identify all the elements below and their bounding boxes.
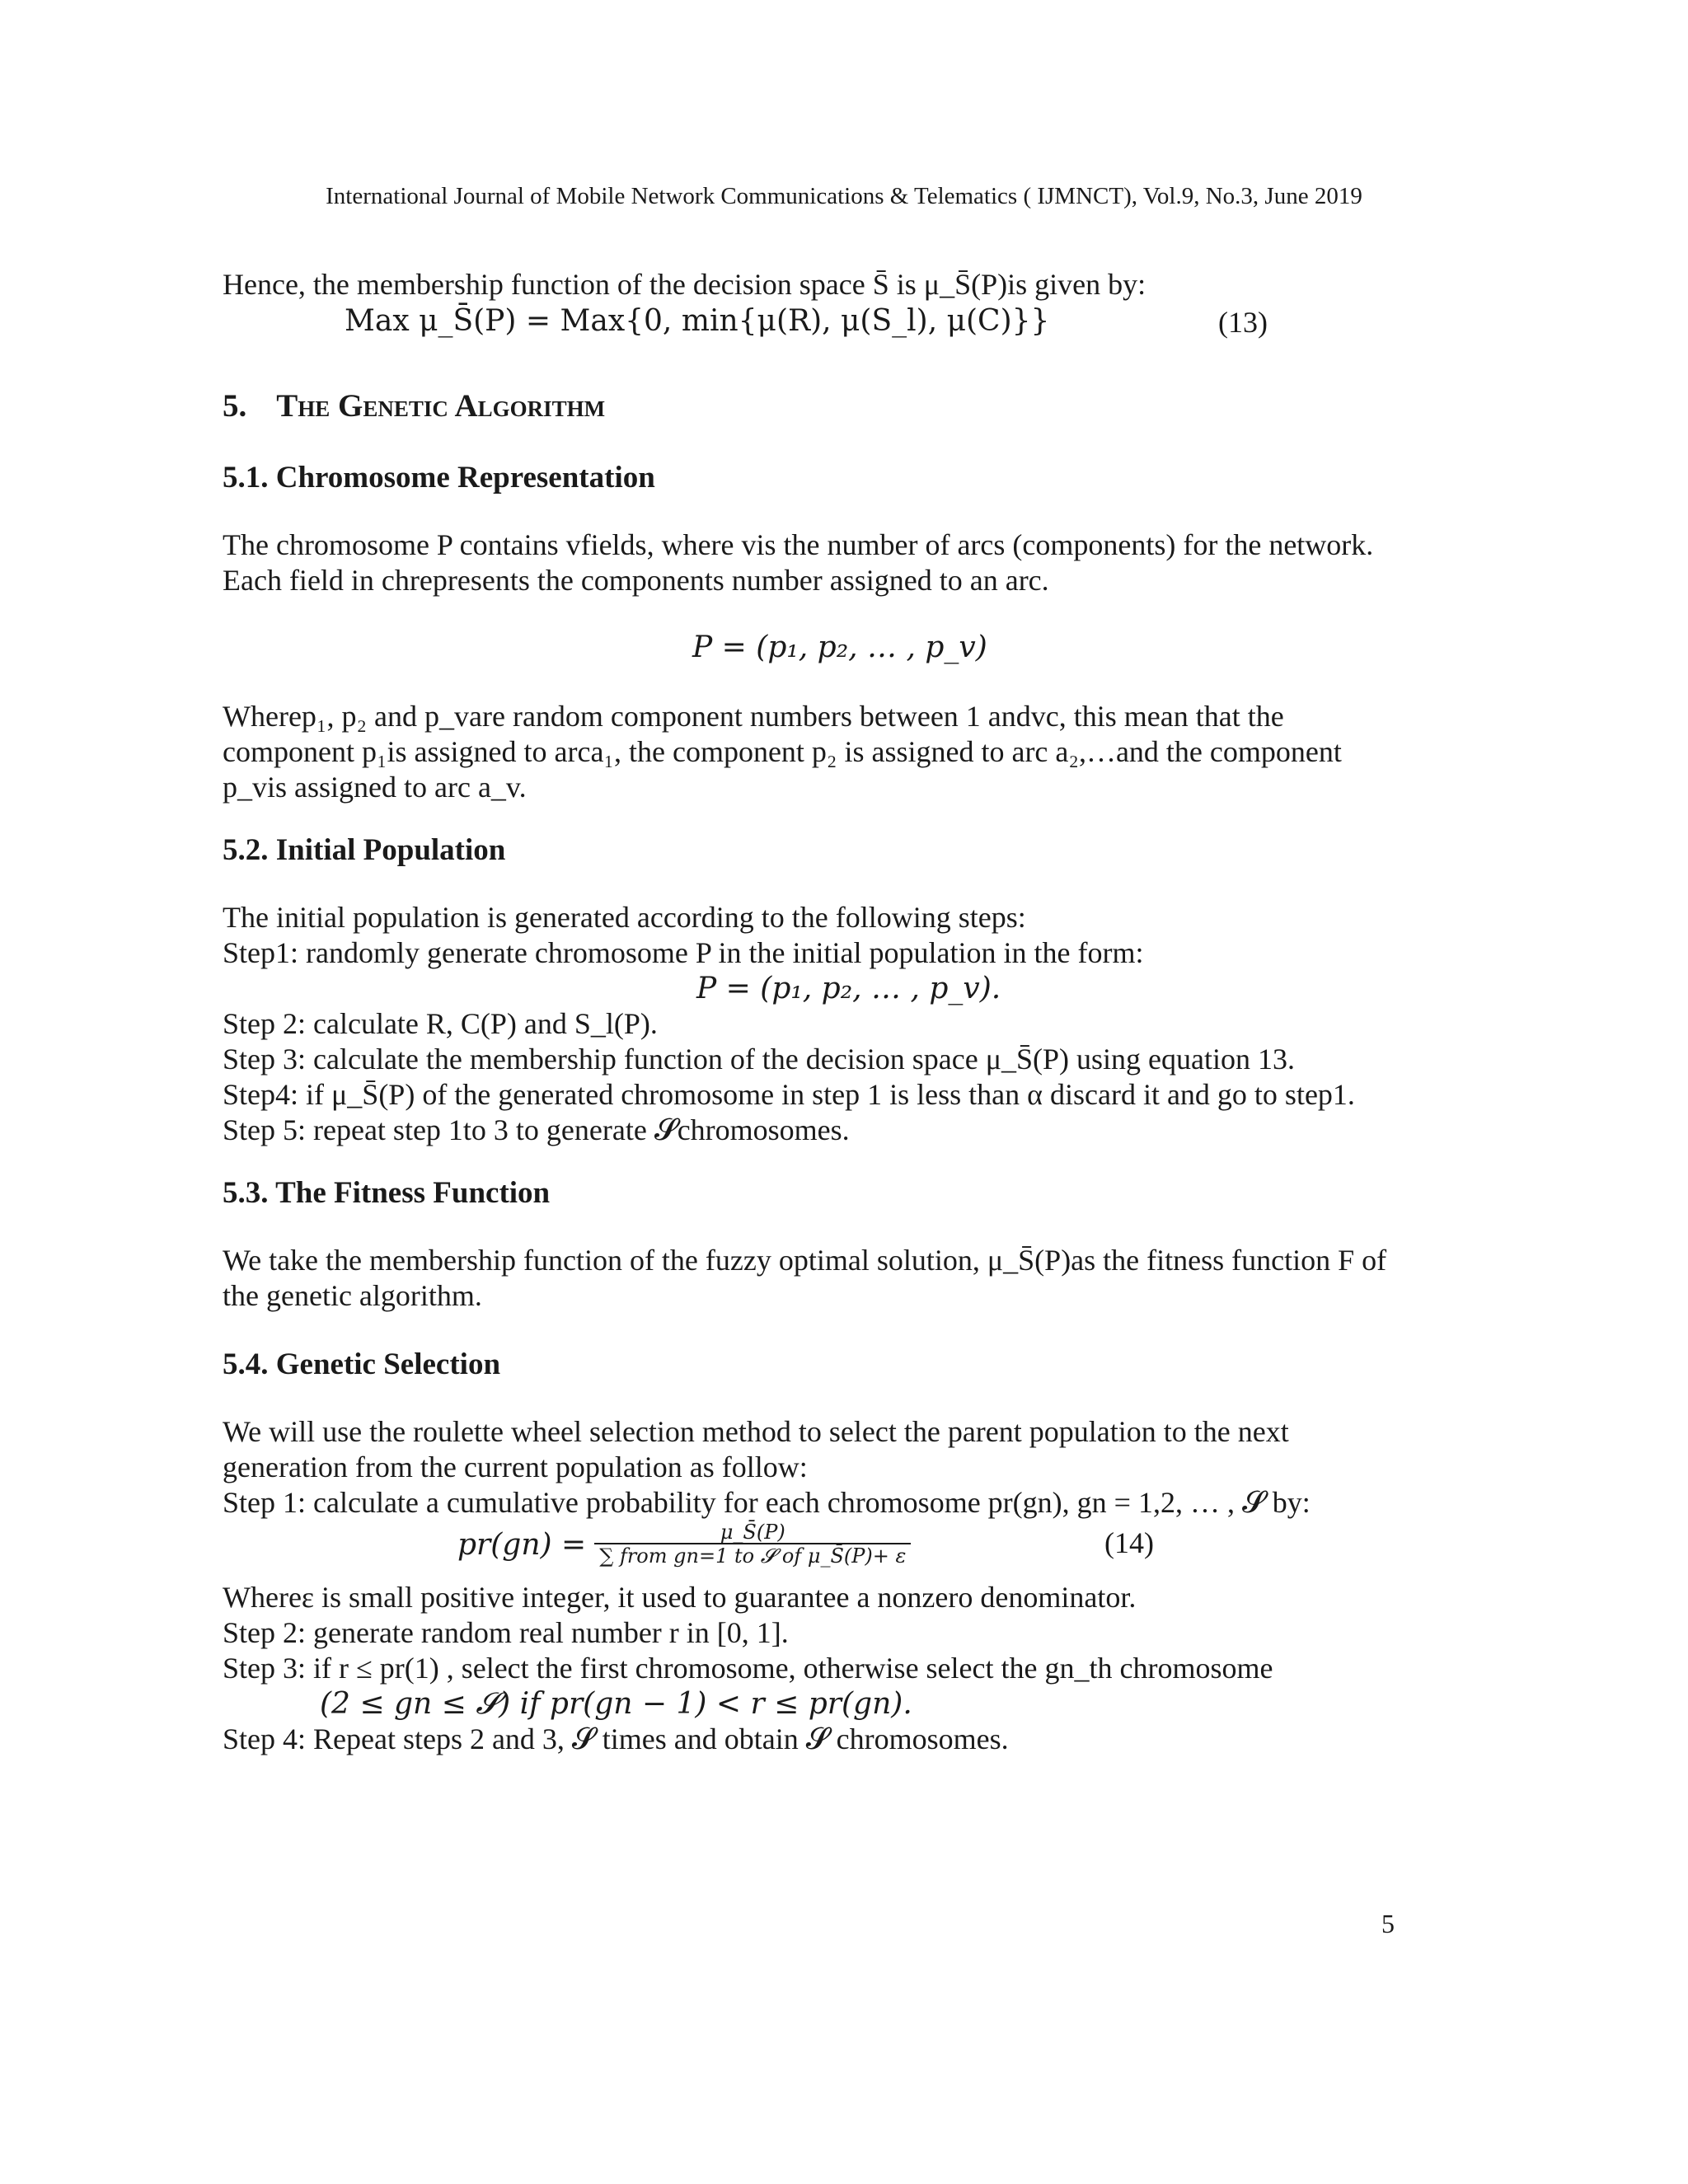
paragraph-line: generation from the current population as follow: xyxy=(223,1451,808,1483)
step-condition: (2 ≤ gn ≤ 𝓢) if pr(gn − 1) < r ≤ pr(gn). xyxy=(320,1687,912,1721)
step-line: Step 3: if r ≤ pr(1) , select the first chromosome, otherwise select the gn_th chromosome xyxy=(223,1652,1273,1685)
equation-14-number: (14) xyxy=(1104,1526,1154,1559)
equation-13-number: (13) xyxy=(1218,306,1268,339)
step-line: Step 4: Repeat steps 2 and 3, 𝓢 times and obtain 𝓢 chromosomes. xyxy=(223,1722,1009,1755)
paragraph-line: the genetic algorithm. xyxy=(223,1279,482,1312)
step-line: Step 1: calculate a cumulative probability for each chromosome pr(gn), gn = 1,2, … , 𝓢 by: xyxy=(223,1486,1311,1519)
paragraph-line: p_vis assigned to arc a_v. xyxy=(223,771,527,804)
step-line: Step1: randomly generate chromosome P in the initial population in the form: xyxy=(223,936,1144,969)
step-line: Step 5: repeat step 1to 3 to generate 𝓢chromosomes. xyxy=(223,1113,850,1146)
step-equation: P = (p₁, p₂, … , p_v). xyxy=(696,972,1001,1005)
paragraph-line: Each field in chrepresents the components number assigned to an arc. xyxy=(223,564,1049,597)
equation-14-fraction: $\frac{\mu\_S̄(P)}{\text{∑ from gn=1 to 𝓢 of μ\_S̄(P)+ ε}}$ xyxy=(594,1521,911,1568)
equation-13: Max μ_S̄(P) = Max{0, min{μ(R), μ(S_l), μ(C)}} xyxy=(345,304,1050,338)
section-heading: 5. The Genetic Algorithm xyxy=(223,388,606,424)
page-number: 5 xyxy=(1381,1909,1395,1938)
subsection-heading-5-4: 5.4. Genetic Selection xyxy=(223,1347,501,1381)
paragraph-line: The chromosome P contains vfields, where vis the number of arcs (components) for the network. xyxy=(223,528,1374,561)
paragraph-line: The initial population is generated according to the following steps: xyxy=(223,901,1026,934)
running-head: International Journal of Mobile Network Communications & Telematics ( IJMNCT), Vol.9, No.3, June 2019 xyxy=(326,183,1362,209)
subsection-heading-5-2: 5.2. Initial Population xyxy=(223,833,506,867)
subsection-heading-5-1: 5.1. Chromosome Representation xyxy=(223,461,655,494)
paragraph-line: component p₁is assigned to arca₁, the component p₂ is assigned to arc a₂,…and the component xyxy=(223,735,1342,768)
paragraph-line: We take the membership function of the fuzzy optimal solution, μ_S̄(P)as the fitness function F of xyxy=(223,1244,1387,1277)
paragraph-line: Wherep₁, p₂ and p_vare random component numbers between 1 andvc, this mean that the xyxy=(223,700,1284,733)
equation-14: pr(gn) = $\frac{\mu\_S̄(P)}{\text{∑ from gn=1 to 𝓢 of μ\_S̄(P)+ ε}}$ xyxy=(457,1521,911,1568)
subsection-heading-5-3: 5.3. The Fitness Function xyxy=(223,1176,551,1210)
step-line: Step 3: calculate the membership function of the decision space μ_S̄(P) using equation 13. xyxy=(223,1043,1295,1076)
step-line: Step 2: generate random real number r in [0, 1]. xyxy=(223,1616,789,1649)
paragraph-line: Whereε is small positive integer, it used to guarantee a nonzero denominator. xyxy=(223,1581,1137,1614)
paragraph-line: We will use the roulette wheel selection method to select the parent population to the next xyxy=(223,1415,1289,1448)
chromosome-equation: P = (p₁, p₂, … , p_v) xyxy=(692,630,987,664)
step-line: Step 2: calculate R, C(P) and S_l(P). xyxy=(223,1007,658,1040)
intro-line: Hence, the membership function of the decision space S̄ is μ_S̄(P)is given by: xyxy=(223,268,1146,301)
step-line: Step4: if μ_S̄(P) of the generated chromosome in step 1 is less than α discard it and go to step1. xyxy=(223,1078,1355,1111)
